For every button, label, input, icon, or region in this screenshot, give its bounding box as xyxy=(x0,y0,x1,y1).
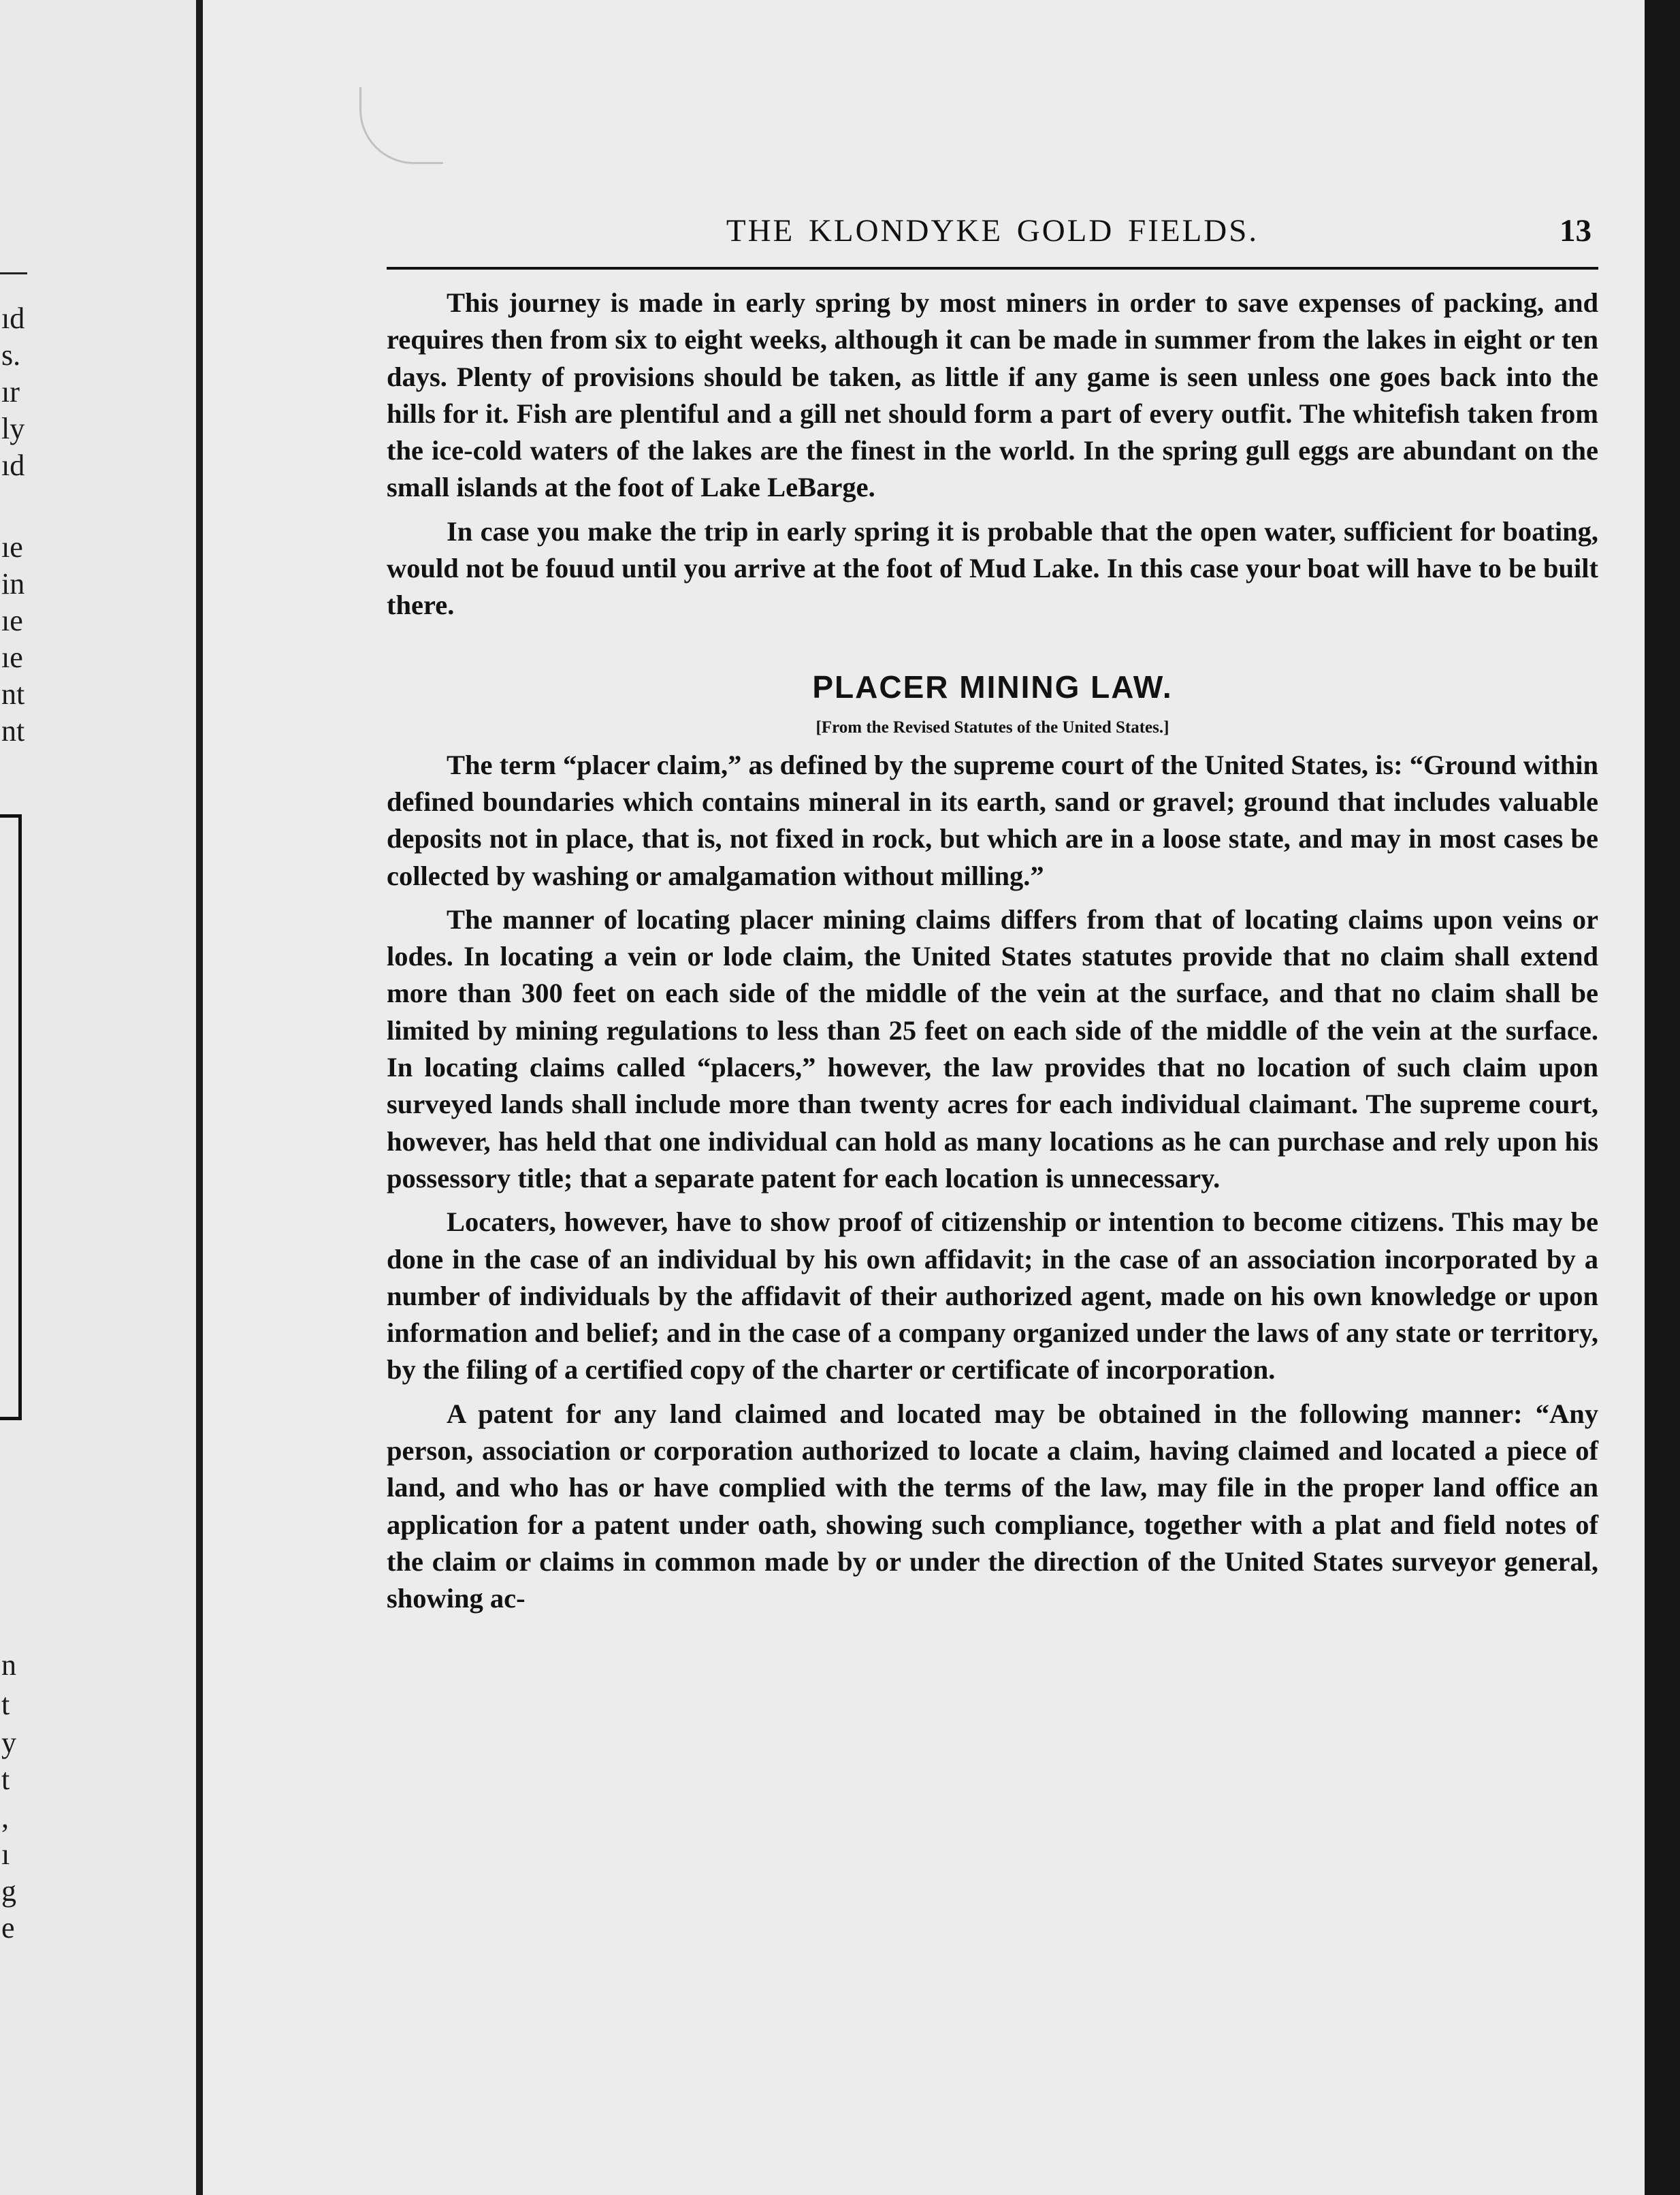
book-gutter xyxy=(196,0,203,2195)
paragraph: The term “placer claim,” as defined by the supreme court of the United States, is: “Ground within defined boundaries which contains mineral in its earth, sand or gravel; ground that includes valuable deposits not in place, that is, not fixed in rock, but which are in a loose state, and may in most cases be collected by washing or amalgamation without milling.” xyxy=(387,749,1598,891)
left-fragment: nt xyxy=(1,714,25,748)
left-fragment: s. xyxy=(1,338,21,372)
left-fragment: g xyxy=(1,1874,16,1908)
section-source-note: [From the Revised Statutes of the United States.] xyxy=(815,718,1169,737)
running-header xyxy=(387,212,1598,267)
book-page xyxy=(203,0,1645,2195)
header-rule xyxy=(387,267,1598,270)
left-fragment: t xyxy=(1,1688,10,1721)
running-title: THE KLONDYKE GOLD FIELDS. xyxy=(726,213,1259,249)
page-number: 13 xyxy=(1560,213,1592,249)
paragraph: In case you make the trip in early spring it is probable that the open water, sufficient for boating, would not be fouud until you arrive at the foot of Mud Lake. In this case your boat will have to be built there. xyxy=(387,515,1598,621)
left-fragment: ly xyxy=(1,412,25,445)
left-fragment: y xyxy=(1,1726,16,1759)
left-fragment: in xyxy=(1,567,25,600)
left-fragment: ıd xyxy=(1,449,25,482)
paragraph: Locaters, however, have to show proof of citizenship or intention to become citizens. This may be done in the case of an individual by his own affidavit; in the case of an association incorporated by a number of individuals by the affidavit of their authorized agent, made on his own knowledge or upon information and belief; and in the case of a company organized under the laws of any state or territory, by the filing of a certified copy of the charter or certificate of incorporation. xyxy=(387,1206,1598,1385)
left-fragment: e xyxy=(1,1911,15,1944)
left-fragment: ıd xyxy=(1,302,25,335)
left-fragment: , xyxy=(1,1801,9,1834)
left-fragment: nt xyxy=(1,677,25,711)
left-fragment: ıe xyxy=(1,641,23,674)
left-page-text-fragments xyxy=(0,0,196,2195)
left-fragment: t xyxy=(1,1763,10,1796)
left-page-edge xyxy=(0,0,196,2195)
left-fragment: n xyxy=(1,1648,16,1682)
page-body xyxy=(387,285,1598,1624)
paragraph: This journey is made in early spring by most miners in order to save expenses of packing, and requires then from six to eight weeks, although it can be made in summer from the lakes in eight or ten days. Plenty of provisions should be taken, as little if any game is seen unless one goes back into the hills for it. Fish are plentiful and a gill net should form a part of every outfit. The whitefish taken from the ice-cold waters of the lakes are the finest in the world. In the spring gull eggs are abundant on the small islands at the foot of Lake LeBarge. xyxy=(387,287,1598,503)
right-scan-edge xyxy=(1645,0,1680,2195)
left-fragment: ıe xyxy=(1,530,23,564)
left-fragment: ır xyxy=(1,375,20,408)
paragraph: A patent for any land claimed and located may be obtained in the following manner: “Any person, association or corporation authorized to locate a claim, having claimed and located a piece of land, and who has or have complied with the terms of the law, may file in the proper land office an application for a patent under oath, showing such compliance, together with a plat and field notes of the claim or claims in common made by or under the direction of the United States surveyor general, showing ac- xyxy=(387,1398,1598,1614)
section-heading: PLACER MINING LAW. xyxy=(812,669,1173,705)
page-blemish-mark xyxy=(359,87,443,164)
left-fragment: ıe xyxy=(1,604,23,637)
left-fragment: ı xyxy=(1,1838,10,1871)
paragraph: The manner of locating placer mining claims differs from that of locating claims upon veins or lodes. In locating a vein or lode claim, the United States statutes provide that no claim shall extend more than 300 feet on each side of the middle of the vein at the surface, and that no claim shall be limited by mining regulations to less than 25 feet on each side of the middle of the vein at the surface. In locating claims called “placers,” however, the law provides that no location of such claim upon surveyed lands shall include more than twenty acres for each individual claimant. The supreme court, however, has held that one individual can hold as many locations as he can purchase and rely upon his possessory title; that a separate patent for each location is unnecessary. xyxy=(387,903,1598,1193)
